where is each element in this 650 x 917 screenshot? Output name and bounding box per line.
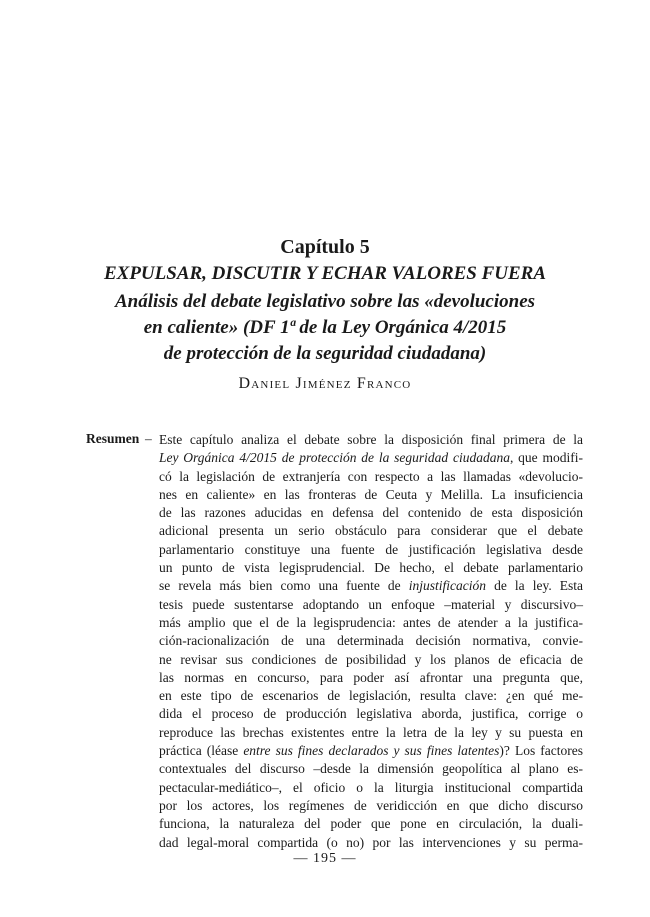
abstract-line	[159, 779, 583, 797]
abstract-line	[159, 705, 583, 723]
page-number: — 195 —	[293, 851, 357, 866]
abstract-line	[159, 596, 583, 614]
chapter-label: Capítulo 5	[280, 236, 370, 258]
abstract-text: adicional presenta un serio obstáculo para considerar que el debate	[159, 523, 583, 539]
abstract-italic-text: entre sus fines declarados y sus fines latentes	[243, 743, 500, 759]
abstract-line	[159, 431, 583, 449]
abstract-line	[159, 797, 583, 815]
abstract-text: nes en caliente» en las fronteras de Ceuta y Melilla. La insuficiencia	[159, 486, 583, 502]
abstract-text: có la legislación de extranjería con respecto a las llamadas «devolucio-	[159, 468, 583, 484]
abstract-line	[159, 541, 583, 559]
abstract-dash: –	[145, 431, 152, 446]
abstract-line	[159, 504, 583, 522]
abstract-text: dida el proceso de producción legislativa aborda, justifica, corrige o	[159, 706, 583, 722]
subtitle-line: en caliente» (DF 1ª de la Ley Orgánica 4/2015	[143, 317, 507, 338]
abstract-text: Este capítulo analiza el debate sobre la disposición final primera de la	[159, 432, 583, 447]
abstract-line	[159, 632, 583, 650]
abstract-text: , que modifi-	[509, 450, 583, 466]
abstract-line	[159, 815, 583, 833]
subtitle-line: Análisis del debate legislativo sobre las «devoluciones	[114, 291, 536, 312]
author-name: Daniel Jiménez Franco	[238, 375, 412, 392]
abstract-text: pectacular-mediático–, el oficio o la liturgia institucional compartida	[159, 779, 583, 795]
abstract-text: de la ley. Esta	[486, 578, 584, 594]
abstract-line	[159, 522, 583, 540]
abstract-text: ne revisar sus condiciones de posibilidad y los planos de eficacia de	[159, 651, 583, 667]
abstract-line	[159, 651, 583, 669]
subtitle-line: de protección de la seguridad ciudadana)	[163, 343, 487, 364]
abstract-body	[159, 431, 583, 852]
abstract-line	[159, 486, 583, 504]
abstract-text: contextuales del discurso –desde la dimensión geopolítica al plano es-	[159, 761, 583, 777]
abstract-text: las normas en concurso, para poder así afrontar una pregunta que,	[159, 669, 583, 685]
abstract-text: parlamentario constituye una fuente de justificación legislativa desde	[159, 541, 583, 557]
abstract-text: tesis puede sustentarse adoptando un enfoque –material y discursivo–	[159, 596, 583, 612]
abstract-line	[159, 614, 583, 632]
abstract-line	[159, 468, 583, 486]
abstract-line	[159, 687, 583, 705]
abstract-text: ción-racionalización de una determinada decisión normativa, convie-	[159, 633, 583, 649]
abstract-text: dad legal-moral compartida (o no) por las intervenciones y su perma-	[159, 834, 583, 850]
abstract-line	[159, 559, 583, 577]
abstract-text: práctica (léase	[159, 743, 244, 759]
abstract-text: por los actores, los regímenes de veridicción en que dicho discurso	[159, 797, 583, 813]
abstract-text: un punto de vista legisprudencial. De hecho, el debate parlamentario	[159, 560, 583, 576]
abstract-line	[159, 669, 583, 687]
abstract-text: en este tipo de escenarios de legislación, resulta clave: ¿en qué me-	[159, 688, 583, 704]
abstract-line	[159, 760, 583, 778]
abstract-text: se revela más bien como una fuente de	[159, 578, 409, 594]
abstract-text: reproduce las brechas existentes entre la letra de la ley y su puesta en	[159, 724, 583, 740]
abstract-line	[159, 742, 583, 760]
abstract-italic-text: Ley Orgánica 4/2015 de protección de la seguridad ciudadana	[159, 450, 510, 466]
chapter-subtitle	[60, 289, 590, 367]
abstract-line	[159, 449, 583, 467]
abstract-line	[159, 577, 583, 595]
chapter-title: EXPULSAR, DISCUTIR Y ECHAR VALORES FUERA	[103, 263, 547, 284]
abstract-text: más amplio que el de la legisprudencia: antes de atender a la justifica-	[159, 614, 583, 630]
abstract-line	[159, 834, 583, 852]
abstract-text: de las razones aducidas en defensa del contenido de esta disposición	[159, 505, 583, 521]
abstract-text: funciona, la naturaleza del poder que pone en circulación, la duali-	[159, 816, 583, 832]
abstract-line	[159, 724, 583, 742]
abstract-italic-text: injustificación	[408, 578, 486, 594]
abstract-label: Resumen	[86, 431, 140, 446]
abstract-text: )? Los factores	[499, 743, 583, 759]
